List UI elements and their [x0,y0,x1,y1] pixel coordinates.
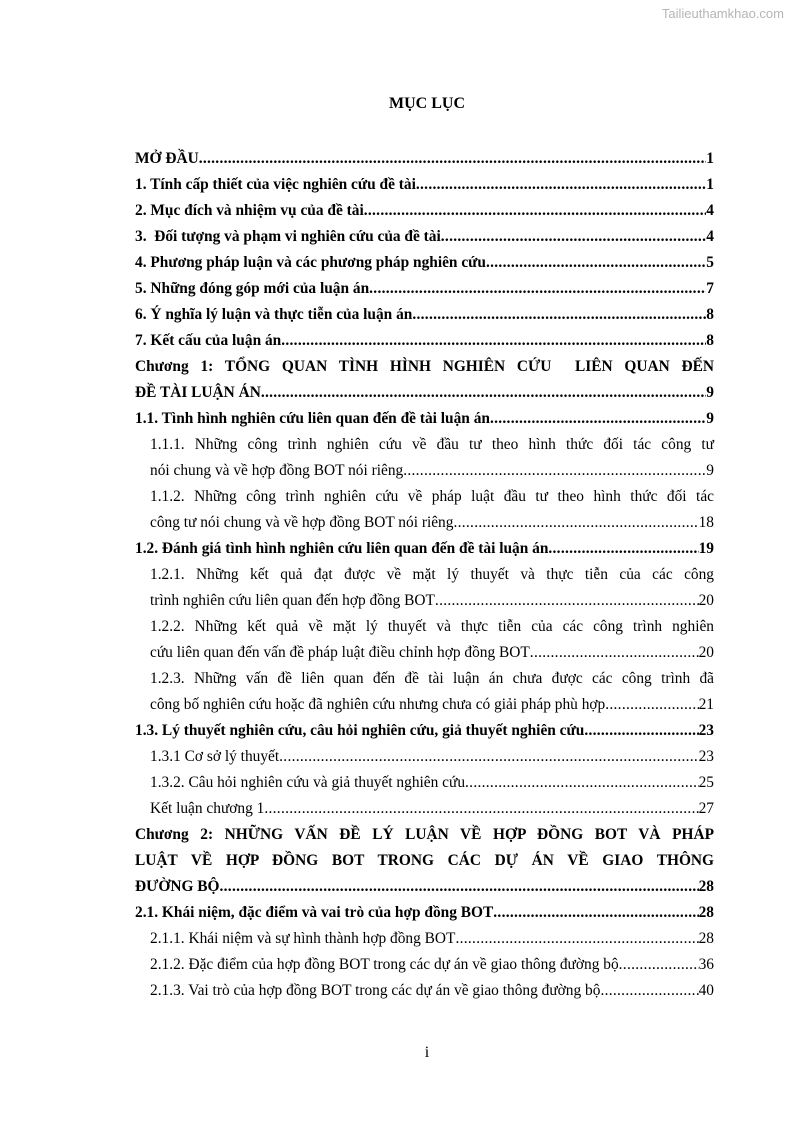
toc-entry-6[interactable] [135,302,714,328]
toc-entry-1-2-2[interactable] [135,614,714,666]
toc-entry-1-3-2[interactable] [135,770,714,796]
toc-entry-text: MỞ ĐẦU [135,150,199,167]
toc-entry-2-1-1[interactable] [135,926,714,952]
table-of-contents [135,146,714,1004]
toc-entry-2-1[interactable] [135,900,714,926]
toc-page-number: 7 [706,280,714,297]
toc-entry-1-1[interactable] [135,406,714,432]
toc-page-number: 28 [698,904,714,921]
toc-entry-text: công bố nghiên cứu hoặc đã nghiên cứu nhưng chưa có giải pháp phù hợp [150,696,606,713]
toc-entry-3[interactable] [135,224,714,250]
toc-page-number: 27 [698,800,714,817]
toc-entry-text: 1.3. Lý thuyết nghiên cứu, câu hỏi nghiên cứu, giả thuyết nghiên cứu [135,722,585,739]
toc-entry-text: 5. Những đóng góp mới của luận án [135,280,370,297]
toc-leader-dots [220,874,699,900]
toc-entry-text: 1. Tính cấp thiết của việc nghiên cứu đề tài [135,176,416,193]
toc-entry-text: ĐƯỜNG BỘ [135,878,220,895]
toc-page-number: 8 [706,332,714,349]
toc-leader-dots [584,718,698,744]
toc-leader-dots [548,536,698,562]
toc-entry-1-1-1[interactable] [135,432,714,484]
toc-page-number: 20 [698,644,714,661]
toc-page-number: 40 [698,982,714,999]
toc-entry-text-line: 1.2.3. Những vấn đề liên quan đến đề tài luận án chưa được các công trình đã [150,670,714,687]
toc-leader-dots [279,744,698,770]
toc-entry-text: 4. Phương pháp luận và các phương pháp nghiên cứu [135,254,486,271]
toc-entry-text: 2.1.3. Vai trò của hợp đồng BOT trong các dự án về giao thông đường bộ [150,982,601,999]
toc-leader-dots [364,198,707,224]
toc-entry-text: 2.1.1. Khái niệm và sự hình thành hợp đồng BOT [150,930,456,947]
toc-leader-dots [261,380,706,406]
toc-entry-text: trình nghiên cứu liên quan đến hợp đồng BOT [150,592,435,609]
toc-leader-dots [412,302,706,328]
toc-entry-text: 3. Đối tượng và phạm vi nghiên cứu của đề tài [135,228,441,245]
toc-page-number: 8 [706,306,714,323]
toc-leader-dots [619,952,699,978]
toc-entry-text: 2.1.2. Đặc điểm của hợp đồng BOT trong các dự án về giao thông đường bộ [150,956,619,973]
toc-page-number: 28 [698,878,714,895]
toc-entry-text: 6. Ý nghĩa lý luận và thực tiễn của luận án [135,306,413,323]
toc-page-number: 9 [706,384,714,401]
toc-leader-dots [403,458,706,484]
toc-entry-text: 7. Kết cấu của luận án [135,332,282,349]
toc-leader-dots [416,172,706,198]
toc-entry-1-3[interactable] [135,718,714,744]
toc-page-number: 21 [698,696,714,713]
toc-entry-1-3-1[interactable] [135,744,714,770]
toc-entry-text: 2. Mục đích và nhiệm vụ của đề tài [135,202,364,219]
toc-entry-text: 1.3.1 Cơ sở lý thuyết [150,748,280,765]
toc-leader-dots [281,328,706,354]
toc-entry-1-2[interactable] [135,536,714,562]
toc-entry-text-line: Chương 2: NHỮNG VẤN ĐỀ LÝ LUẬN VỀ HỢP ĐỒNG BOT VÀ PHÁP [135,826,714,843]
toc-entry-1-1-2[interactable] [135,484,714,536]
toc-leader-dots [493,900,698,926]
toc-entry-1-2-1[interactable] [135,562,714,614]
page-title: MỤC LỤC [389,95,465,112]
toc-entry-5[interactable] [135,276,714,302]
toc-leader-dots [455,926,698,952]
toc-entry-text: công tư nói chung và về hợp đồng BOT nói riêng [150,514,454,531]
toc-leader-dots [486,250,706,276]
watermark: Tailieuthamkhao.com [661,6,784,21]
toc-leader-dots [441,224,707,250]
toc-entry-text-line: 1.2.1. Những kết quả đạt được về mặt lý thuyết và thực tiễn của các công [150,566,714,583]
toc-entry-text-line: 1.1.2. Những công trình nghiên cứu về pháp luật đầu tư theo hình thức đối tác [150,488,714,505]
toc-leader-dots [435,588,699,614]
toc-entry-text: cứu liên quan đến vấn đề pháp luật điều chỉnh hợp đồng BOT [150,644,530,661]
toc-entry-2[interactable] [135,198,714,224]
toc-leader-dots [605,692,698,718]
toc-page-number: 9 [706,410,714,427]
page-number-footer: i [424,1044,430,1061]
toc-entry-text: 1.3.2. Câu hỏi nghiên cứu và giả thuyết nghiên cứu [150,774,466,791]
toc-page-number: 18 [698,514,714,531]
toc-page-number: 1 [706,176,714,193]
toc-page-number: 23 [698,748,714,765]
toc-leader-dots [465,770,699,796]
toc-page-number: 1 [706,150,714,167]
toc-entry-chapter-1[interactable] [135,354,714,406]
toc-entry-7[interactable] [135,328,714,354]
toc-entry-conclusion-1[interactable] [135,796,714,822]
toc-entry-text: 1.2. Đánh giá tình hình nghiên cứu liên quan đến đề tài luận án [135,540,549,557]
toc-entry-4[interactable] [135,250,714,276]
toc-leader-dots [490,406,706,432]
toc-entry-text: nói chung và về hợp đồng BOT nói riêng [150,462,404,479]
toc-leader-dots [453,510,698,536]
toc-entry-text: ĐỀ TÀI LUẬN ÁN [135,384,261,401]
toc-leader-dots [369,276,706,302]
toc-page-number: 25 [698,774,714,791]
toc-entry-2-1-3[interactable] [135,978,714,1004]
toc-page-number: 4 [706,228,714,245]
toc-entry-text-line: Chương 1: TỔNG QUAN TÌNH HÌNH NGHIÊN CỨU LIÊN QUAN ĐẾN [135,358,714,375]
toc-leader-dots [264,796,698,822]
toc-entry-text: Kết luận chương 1 [150,800,265,817]
toc-page-number: 9 [706,462,714,479]
toc-page-number: 20 [698,592,714,609]
toc-page-number: 19 [698,540,714,557]
toc-entry-text-line: LUẬT VỀ HỢP ĐỒNG BOT TRONG CÁC DỰ ÁN VỀ GIAO THÔNG [135,852,714,869]
toc-page-number: 36 [698,956,714,973]
toc-entry-1[interactable] [135,172,714,198]
toc-leader-dots [600,978,698,1004]
toc-entry-text: 1.1. Tình hình nghiên cứu liên quan đến đề tài luận án [135,410,490,427]
toc-page-number: 4 [706,202,714,219]
toc-page-number: 23 [698,722,714,739]
toc-entry-1-2-3[interactable] [135,666,714,718]
toc-entry-mo-dau[interactable] [135,146,714,172]
toc-leader-dots [199,146,707,172]
toc-page-number: 5 [706,254,714,271]
toc-entry-2-1-2[interactable] [135,952,714,978]
toc-entry-chapter-2[interactable] [135,822,714,900]
toc-leader-dots [530,640,699,666]
toc-entry-text: 2.1. Khái niệm, đặc điểm và vai trò của hợp đồng BOT [135,904,494,921]
toc-entry-text-line: 1.2.2. Những kết quả về mặt lý thuyết và thực tiễn của các công trình nghiên [150,618,714,635]
toc-page-number: 28 [698,930,714,947]
toc-entry-text-line: 1.1.1. Những công trình nghiên cứu về đầu tư theo hình thức đối tác công tư [150,436,714,453]
